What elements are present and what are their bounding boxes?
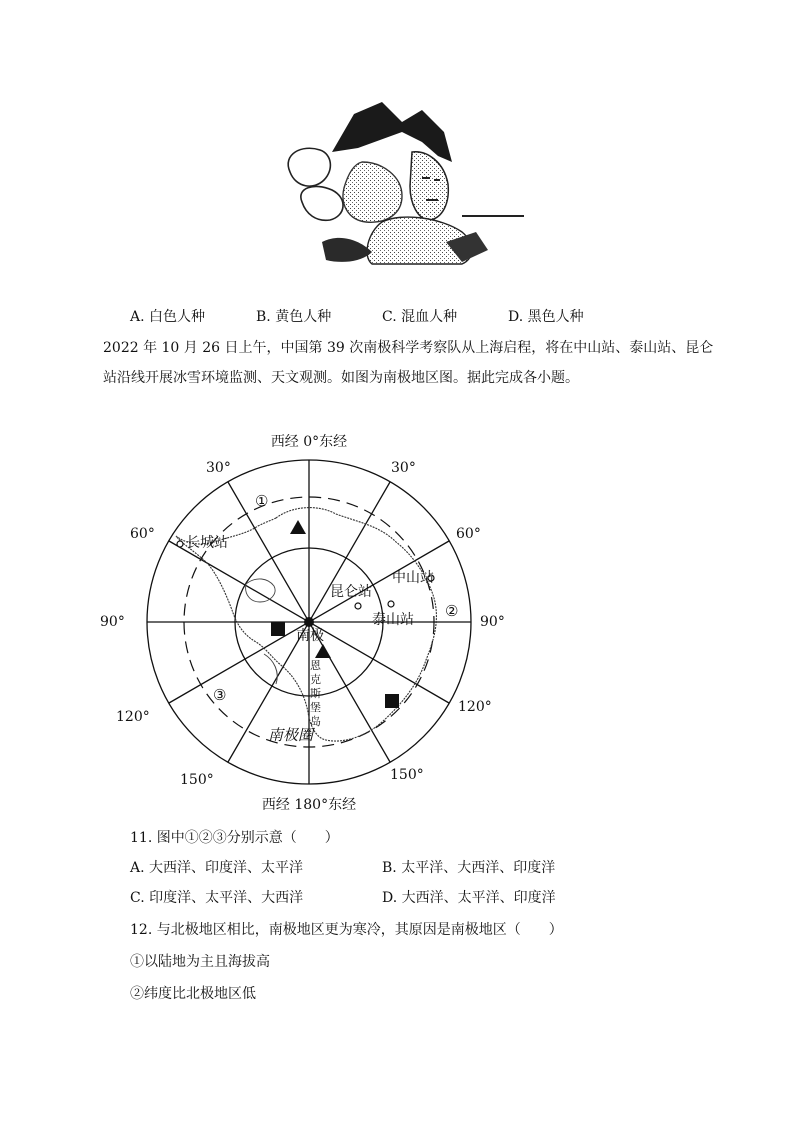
ross-char-5: 岛 [310, 715, 321, 728]
ross-char-3: 斯 [310, 687, 321, 700]
top-meridian-label: 西经 0°东经 [270, 434, 348, 450]
kunlun-station-marker [355, 603, 361, 609]
q12-statement-2: ②纬度比北极地区低 [130, 986, 256, 1002]
q11-option-b[interactable]: B. 太平洋、大西洋、印度洋 [382, 860, 556, 876]
label-120-west: 120° [116, 709, 150, 725]
ocean-marker-1: ① [255, 492, 269, 510]
question-photo [262, 92, 528, 270]
option-b[interactable]: B. 黄色人种 [256, 309, 332, 325]
bottom-meridian-label: 西经 180°东经 [261, 797, 357, 813]
taishan-station-marker [388, 601, 394, 607]
ross-char-2: 克 [310, 673, 321, 686]
antarctic-map [96, 426, 516, 818]
option-a[interactable]: A. 白色人种 [130, 309, 206, 325]
q12-stem: 12. 与北极地区相比，南极地区更为寒冷，其原因是南极地区（ ） [130, 922, 563, 938]
ross-char-4: 堡 [310, 701, 321, 714]
label-30-east: 30° [391, 460, 416, 476]
label-150-east: 150° [390, 767, 424, 783]
passage-line-1: 2022 年 10 月 26 日上午，中国第 39 次南极科学考察队从上海启程，将在中山站、泰山站、昆仑 [103, 340, 714, 356]
q11-option-d[interactable]: D. 大西洋、太平洋、印度洋 [382, 890, 556, 906]
q11-stem: 11. 图中①②③分别示意（ ） [130, 830, 339, 846]
kunlun-station-label: 昆仑站 [330, 584, 372, 600]
south-pole-marker [304, 617, 314, 627]
label-120-east: 120° [458, 699, 492, 715]
ross-island-label [310, 659, 322, 728]
south-pole-label: 南极 [296, 628, 324, 644]
ross-char-1: 恩 [310, 659, 321, 672]
square-marker-2 [385, 694, 399, 708]
taishan-station-label: 泰山站 [372, 612, 414, 628]
label-60-east: 60° [456, 526, 481, 542]
label-60-west: 60° [130, 526, 155, 542]
option-d[interactable]: D. 黑色人种 [508, 309, 584, 325]
label-150-west: 150° [180, 772, 214, 788]
q11-option-a[interactable]: A. 大西洋、印度洋、太平洋 [130, 860, 304, 876]
square-marker-1 [271, 622, 285, 636]
passage-line-2: 站沿线开展冰雪环境监测、天文观测。如图为南极地区图。据此完成各小题。 [103, 370, 579, 386]
changcheng-station-marker [177, 541, 183, 547]
triangle-marker-1 [290, 520, 306, 534]
zhongshan-station-label: 中山站 [392, 570, 434, 586]
triangle-marker-2 [315, 644, 331, 658]
antarctic-circle-label: 南极圈 [268, 726, 314, 744]
ocean-marker-2: ② [445, 602, 459, 620]
label-30-west: 30° [206, 460, 231, 476]
q12-statement-1: ①以陆地为主且海拔高 [130, 954, 270, 970]
label-90-west: 90° [100, 614, 125, 630]
changcheng-station-label: 长城站 [186, 535, 228, 551]
ocean-marker-3: ③ [213, 686, 227, 704]
label-90-east: 90° [480, 614, 505, 630]
option-c[interactable]: C. 混血人种 [382, 309, 458, 325]
q11-option-c[interactable]: C. 印度洋、太平洋、大西洋 [130, 890, 304, 906]
